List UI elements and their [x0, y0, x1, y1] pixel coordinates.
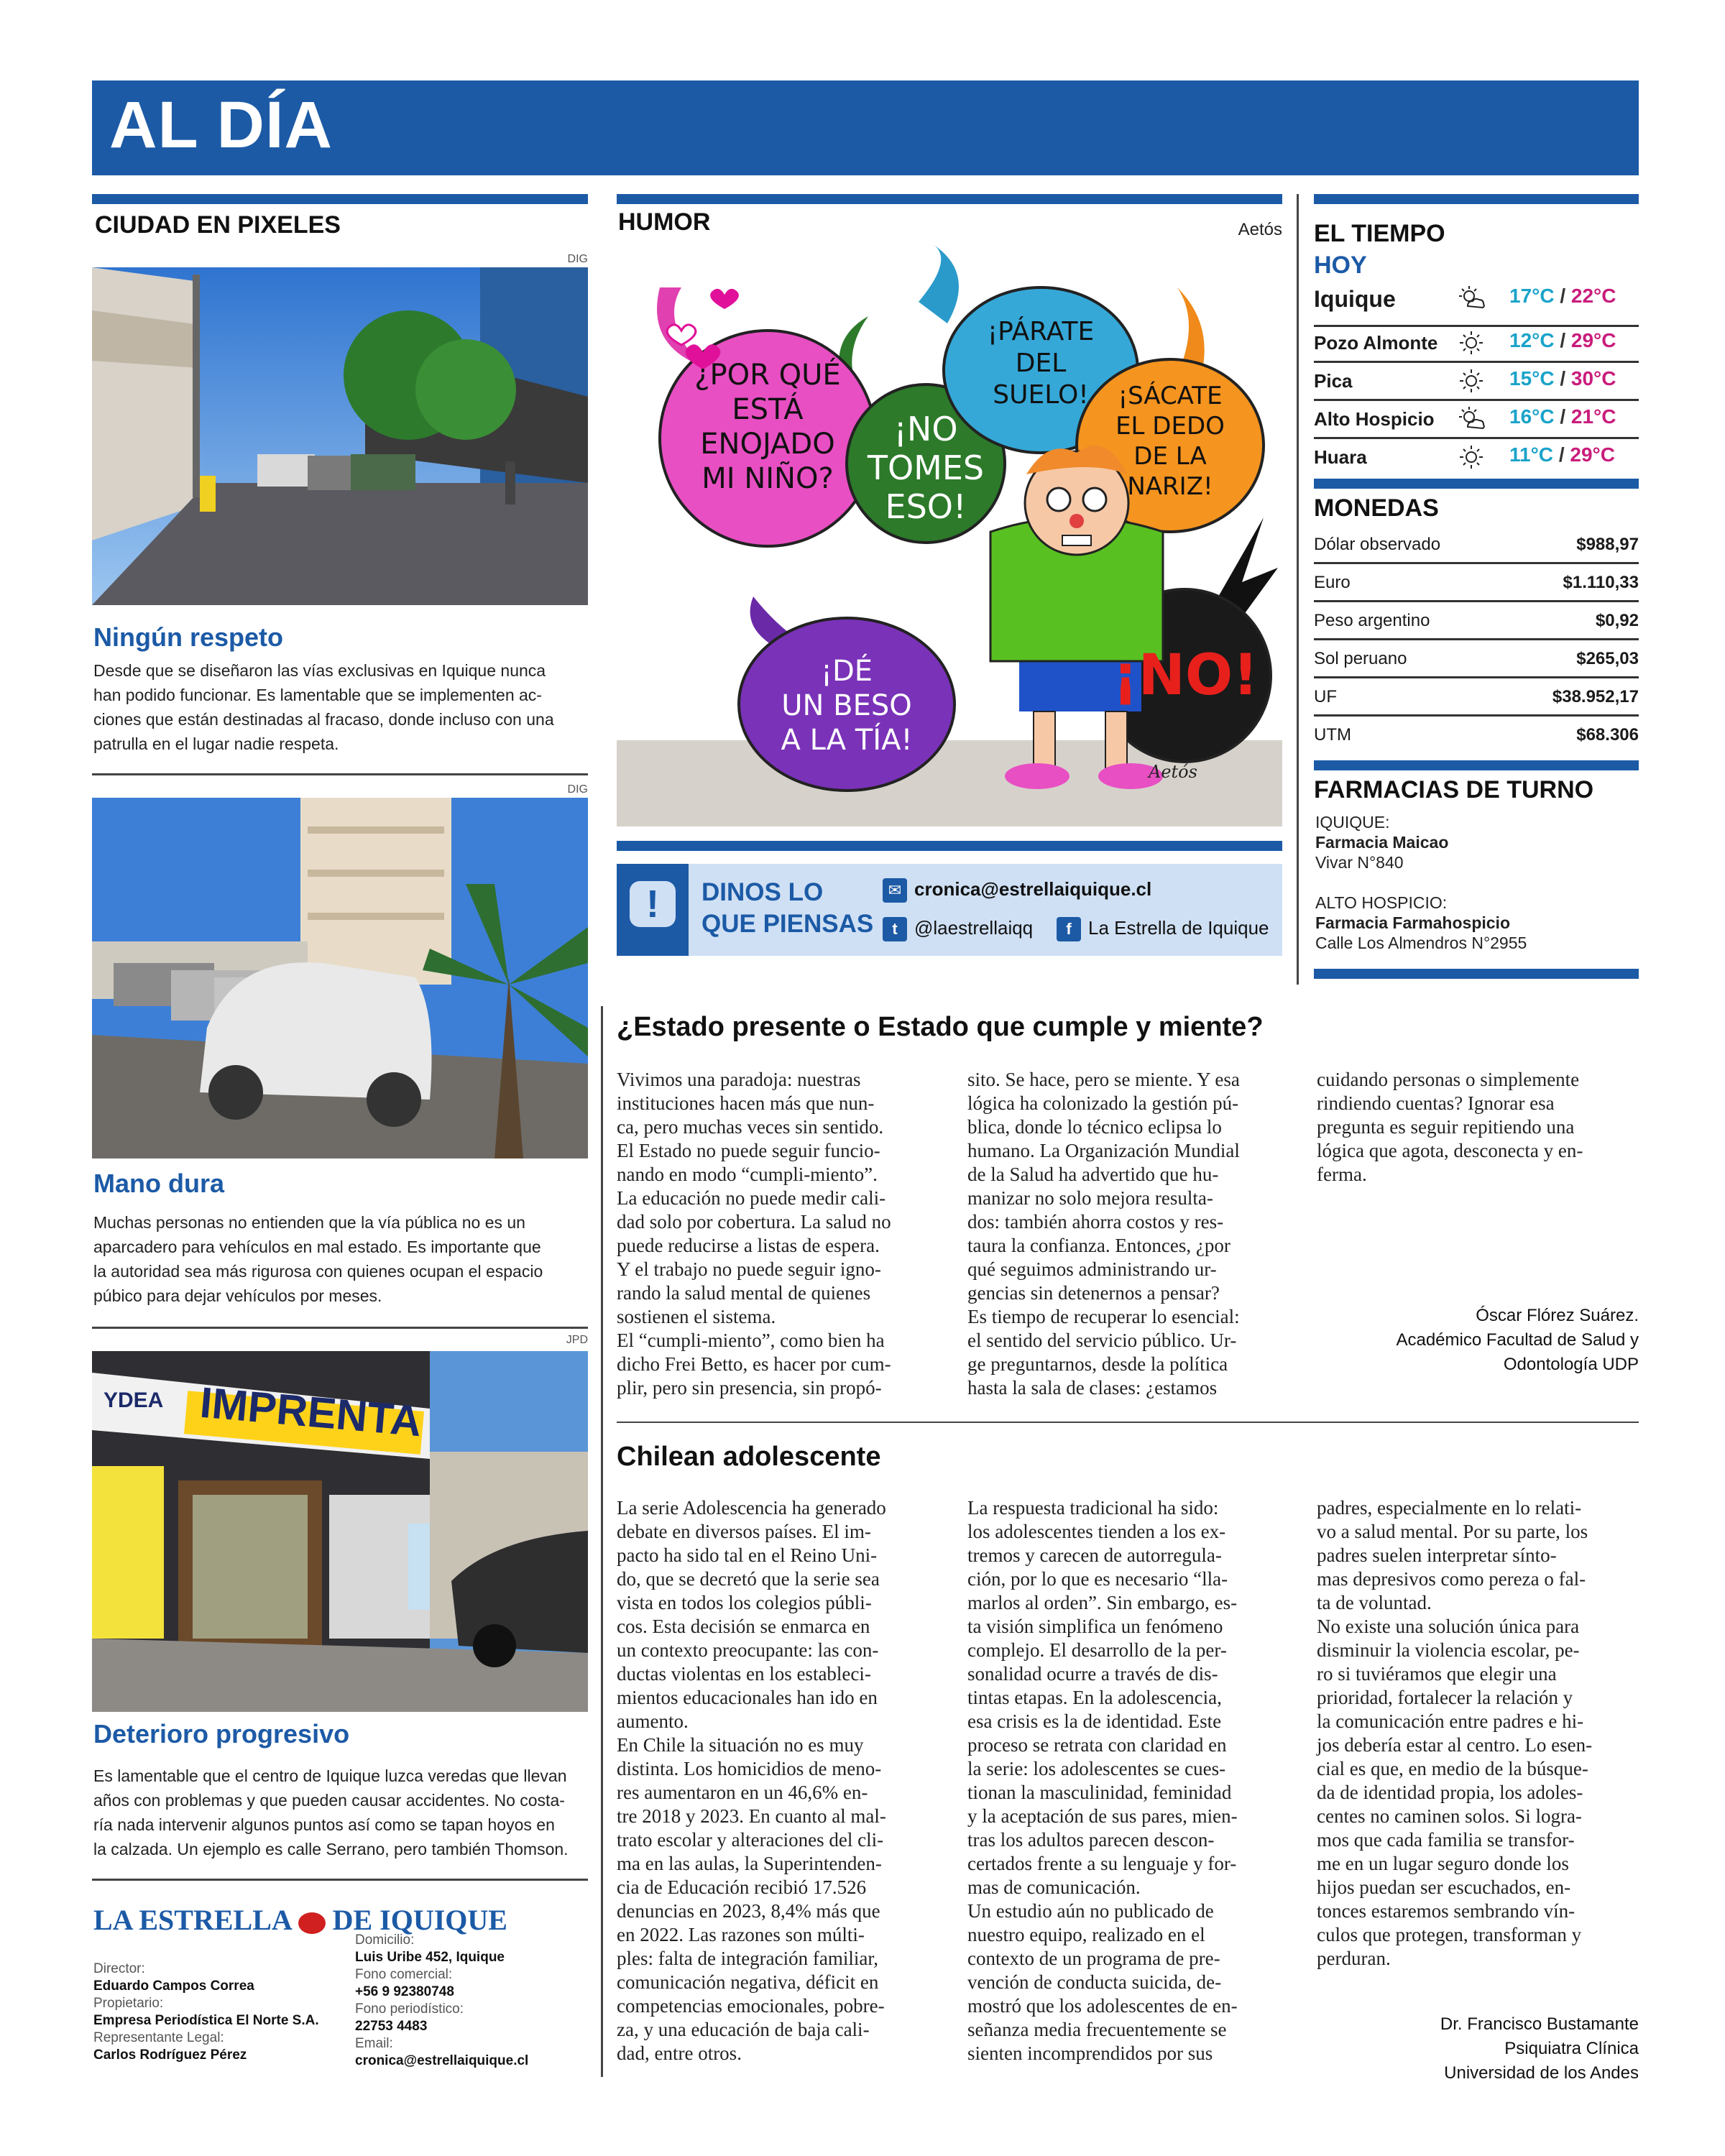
logo-emblem-icon	[298, 1912, 326, 1934]
sun-icon	[1458, 443, 1485, 471]
partly-cloudy-icon	[1458, 405, 1485, 433]
imprint-label: Propietario:	[93, 1996, 164, 2011]
twitter-icon: t	[883, 917, 907, 941]
currency-row: Dólar observado $988,97	[1314, 526, 1639, 564]
story-line: púbico para dejar vehículos por meses.	[93, 1286, 382, 1305]
imprint-left	[93, 1961, 331, 2064]
section-title: AL DÍA	[109, 88, 333, 162]
speech-bubble-text: ¡PÁRATE DEL SUELO!	[987, 317, 1095, 410]
weather-city: Pozo Almonte	[1314, 332, 1438, 354]
contact-icon-panel	[617, 864, 689, 956]
speech-bubble-text: ¡NO!	[1113, 643, 1259, 708]
imprint-value: Empresa Periodística El Norte S.A.	[93, 2013, 319, 2028]
imprint-value[interactable]: cronica@estrellaiquique.cl	[355, 2053, 529, 2068]
imprint-label: Director:	[93, 1961, 145, 1976]
opinion-column: Vivimos una paradoja: nuestras instituciones hacen más que nun- ca, pero muchas veces sin sentido. El Estado no puede seguir funcio- nando en modo “cumpli-miento”. La educación no puede medir cali- dad solo por cobertura. La salud no puede reducirse a listas de espera. Y el trabajo no puede seguir igno- rando la salud mental de quienes sostienen el sistema. El “cumpli-miento”, como bien ha dicho Frei Betto, es hacer por cum- plir, pero sin presencia, sin propó-	[617, 1069, 891, 1399]
story-line: Es lamentable que el centro de Iquique luzca veredas que llevan	[93, 1766, 567, 1785]
pharmacy-city: ALTO HOSPICIO:	[1315, 893, 1448, 912]
currency-row: Peso argentino $0,92	[1314, 602, 1639, 640]
column-topbar	[1314, 194, 1639, 204]
imprint-value: Luis Uribe 452, Iquique	[355, 1950, 505, 1965]
opinion-column: La serie Adolescencia ha generado debate en diversos países. El im- pacto ha sido tal en el Reino Uni- do, que se decretó que la serie sea vista en todos los colegios públi- cos. Esta decisión se enmarca en un contexto preocupante: las con- ductas violentas en los estableci- mientos educacionales han ido en aumento. En Chile la situación no es muy distinta. Los homicidios de meno- res aumentaron en un 46,6% en- tre 2018 y 2023. En cuanto al mal- trato escolar y alteraciones del cli- ma en las aulas, la Superintenden- cia de Educación recibió 17.526 denuncias en 2023, 8,4% más que en 2022. Las razones son múlti- ples: falta de integración familiar, comunicación negativa, déficit en competencias emocionales, pobre- za, y una educación de baja cali- dad, entre otros.	[617, 1497, 886, 2064]
imprint-value: 22753 4483	[355, 2019, 428, 2034]
opinion-signature: Óscar Flórez Suárez. Académico Facultad de Salud y Odontología UDP	[1396, 1306, 1639, 1374]
weather-temps: 15°C / 30°C	[1509, 367, 1616, 390]
sun-icon	[1458, 367, 1485, 395]
imprint-value: +56 9 92380748	[355, 1984, 454, 1999]
weather-row	[1314, 280, 1639, 327]
ciudad-heading: CIUDAD EN PIXELES	[95, 211, 341, 239]
partly-cloudy-icon	[1458, 285, 1485, 312]
mail-icon: ✉	[883, 878, 907, 903]
weather-row	[1314, 401, 1639, 439]
humor-heading: HUMOR	[618, 208, 711, 236]
section-masthead	[92, 80, 1639, 175]
divider	[617, 1422, 1639, 1423]
divider	[92, 1879, 588, 1881]
logo-text-left: LA ESTRELLA	[93, 1904, 291, 1936]
currency-row: UTM $68.306	[1314, 725, 1639, 745]
sun-icon	[1458, 329, 1485, 356]
pharmacy-address: Vivar N°840	[1315, 853, 1404, 872]
column-divider	[601, 1006, 603, 2077]
imprint-label: Domicilio:	[355, 1932, 415, 1948]
alert-icon: !	[630, 881, 676, 927]
pharmacy-entry	[1315, 893, 1639, 953]
contact-label: DINOS LO QUE PIENSAS	[702, 878, 874, 938]
weather-subheading: HOY	[1314, 252, 1367, 279]
pharmacy-name: Farmacia Maicao	[1315, 833, 1449, 852]
opinion-signature: Dr. Francisco Bustamante Psiquiatra Clínica Universidad de los Andes	[1440, 2014, 1639, 2083]
imprint-value: Carlos Rodríguez Pérez	[93, 2047, 247, 2063]
contact-box	[617, 864, 1282, 956]
currency-row: Euro $1.110,33	[1314, 564, 1639, 602]
pharmacy-address: Calle Los Almendros N°2955	[1315, 934, 1527, 952]
opinion-title: Chilean adolescente	[617, 1442, 881, 1472]
cartoon-author: Aetós	[1238, 220, 1282, 239]
opinion-title: ¿Estado presente o Estado que cumple y miente?	[617, 1012, 1264, 1042]
weather-table	[1314, 280, 1639, 474]
cartoon-signature: Aetós	[1149, 762, 1197, 782]
weather-city: Huara	[1314, 446, 1367, 468]
currency-heading: MONEDAS	[1314, 494, 1439, 522]
speech-bubble-text: ¡SÁCATE EL DEDO DE LA NARIZ!	[1116, 382, 1225, 501]
weather-city: Alto Hospicio	[1314, 408, 1435, 430]
story-title: Deterioro progresivo	[93, 1719, 350, 1749]
weather-city: Pica	[1314, 370, 1353, 392]
contact-facebook[interactable]: La Estrella de Iquique	[1088, 917, 1269, 939]
speech-bubble-text: ¡NO TOMES ESO!	[867, 410, 985, 526]
contact-email[interactable]: cronica@estrellaiquique.cl	[914, 878, 1152, 900]
weather-temps: 17°C / 22°C	[1509, 285, 1616, 307]
opinion-column: La respuesta tradicional ha sido: los adolescentes tienden a los ex- tremos y carecen de autorregula- ción, por lo que es necesario “lla- marlos al orden”. Sin embargo, es- ta visión simplifica un fenómeno complejo. El desarrollo de la per- sonalidad ocurre a través de dis- tintas etapas. En la adolescencia, esa crisis es la de identidad. Este proceso se retrata con claridad en la serie: los adolescentes se cues- tionan la masculinidad, feminidad y la aceptación de sus pares, mien- tras los adultos parecen descon- certados frente a su lenguaje y for- mas de comunicación. Un estudio aún no publicado de nuestro equipo, realizado en el contexto de un programa de pre- vención de conducta suicida, de- mostró que los adolescentes de en- señanza media frecuentemente se sienten incomprendidos por sus	[967, 1497, 1238, 2064]
story-line: patrulla en el lugar nadie respeta.	[93, 734, 339, 753]
story-text	[93, 1210, 589, 1308]
imprint-label: Email:	[355, 2036, 393, 2051]
parked-cars-photo	[92, 798, 588, 1158]
story-line: la calzada. Un ejemplo es calle Serrano, pero también Thomson.	[93, 1840, 569, 1858]
currency-row: UF $38.952,17	[1314, 678, 1639, 717]
weather-temps: 11°C / 29°C	[1509, 443, 1615, 466]
currency-table	[1314, 526, 1639, 756]
weather-temps: 16°C / 21°C	[1509, 405, 1616, 428]
contact-twitter[interactable]: @laestrellaiqq	[914, 917, 1034, 939]
facebook-icon: f	[1057, 917, 1081, 941]
story-title: Mano dura	[93, 1169, 225, 1198]
story-title: Ningún respeto	[93, 622, 284, 652]
weather-temps: 12°C / 29°C	[1509, 329, 1616, 351]
story-line: la autoridad sea más rigurosa con quienes ocupan el espacio	[93, 1262, 543, 1281]
speech-bubble-text: ¿POR QUÉ ESTÁ ENOJADO MI NIÑO?	[694, 359, 841, 495]
story-line: Muchas personas no entienden que la vía pública no es un	[93, 1213, 525, 1232]
imprint-value: Eduardo Campos Correa	[93, 1978, 254, 1994]
opinion-column: sito. Se hace, pero se miente. Y esa lógica ha colonizado la gestión pú- blica, donde lo técnico eclipsa lo humano. La Organización Mundial de la Salud ha advertido que hu- manizar no solo mejora resulta- dos: también ahorra costos y res- taura la confianza. Entonces, ¿por qué seguimos administrando ur- gencias sin detenernos a pensar? Es tiempo de recuperar lo esencial: el sentido del servicio público. Ur- ge preguntarnos, desde la política hasta la sala de clases: ¿estamos	[967, 1069, 1240, 1399]
pharmacy-entry	[1315, 812, 1639, 872]
opinion-column: padres, especialmente en lo relati- vo a salud mental. Por su parte, los padres suelen interpretar sínto- mas depresivos como pereza o fal- ta de voluntad. No existe una solución única para disminuir la violencia escolar, pe- ro si tuviéramos que elegir una prioridad, fortalecer la relación y la comunicación entre padres e hi- jos debería estar al centro. Lo esen- cial es que, en medio de la búsque- da de identidad propia, los adoles- centes no caminen solos. Si logra- mos que cada familia se transfor- me en un lugar seguro donde los hijos puedan ser escuchados, en- tonces estaremos sembrando vín- culos que protegen, transforman y perduran.	[1317, 1497, 1593, 1969]
column-topbar	[1314, 969, 1639, 979]
story-line: ría nada intervenir algunos puntos así como se tapan hoyos en	[93, 1815, 555, 1834]
column-topbar	[1314, 479, 1639, 489]
column-topbar	[92, 194, 588, 204]
story-text	[93, 1764, 589, 1861]
imprint-label: Representante Legal:	[93, 2030, 224, 2045]
photo-credit: DIG	[567, 783, 588, 796]
imprint-label: Fono comercial:	[355, 1967, 453, 1982]
divider	[92, 1327, 588, 1329]
story-text	[93, 658, 589, 756]
speech-bubble-text: ¡DÉ UN BESO A LA TÍA!	[781, 655, 913, 757]
divider	[92, 773, 588, 775]
weather-row	[1314, 439, 1639, 475]
imprint-label: Fono periodístico:	[355, 2001, 464, 2017]
column-divider	[1297, 194, 1299, 985]
imprenta-sign: IMPRENTA	[198, 1378, 424, 1446]
opinion-column: cuidando personas o simplemente rindiendo cuentas? Ignorar esa pregunta es seguir repitiendo una lógica que agota, desconecta y en- ferma.	[1317, 1069, 1583, 1185]
weather-city: Iquique	[1314, 286, 1396, 312]
weather-row	[1314, 363, 1639, 401]
story-line: aparcadero para vehículos en mal estado. Es importante que	[93, 1238, 541, 1256]
weather-heading: EL TIEMPO	[1314, 220, 1445, 247]
pharmacies-heading: FARMACIAS DE TURNO	[1314, 776, 1594, 803]
column-topbar	[617, 841, 1282, 851]
street-photo	[92, 267, 588, 605]
humor-cartoon	[617, 244, 1282, 826]
story-line: Desde que se diseñaron las vías exclusivas en Iquique nunca	[93, 661, 546, 680]
story-line: han podido funcionar. Es lamentable que se implementen ac-	[93, 686, 542, 704]
pharmacy-city: IQUIQUE:	[1315, 813, 1390, 831]
imprint-right	[355, 1932, 585, 2070]
photo-credit: JPD	[566, 1334, 588, 1346]
logo-text-right: DE IQUIQUE	[332, 1904, 507, 1936]
photo-credit: DIG	[567, 253, 588, 265]
storefront-photo	[92, 1351, 588, 1712]
currency-row: Sol peruano $265,03	[1314, 640, 1639, 678]
story-line: ciones que están destinadas al fracaso, donde incluso con una	[93, 710, 554, 729]
weather-row	[1314, 325, 1639, 363]
column-topbar	[1314, 760, 1639, 770]
column-topbar	[617, 194, 1282, 204]
story-line: años con problemas y que pueden causar accidentes. No costa-	[93, 1791, 565, 1810]
ydea-sign: YDEA	[104, 1388, 164, 1412]
pharmacy-name: Farmacia Farmahospicio	[1315, 913, 1510, 932]
